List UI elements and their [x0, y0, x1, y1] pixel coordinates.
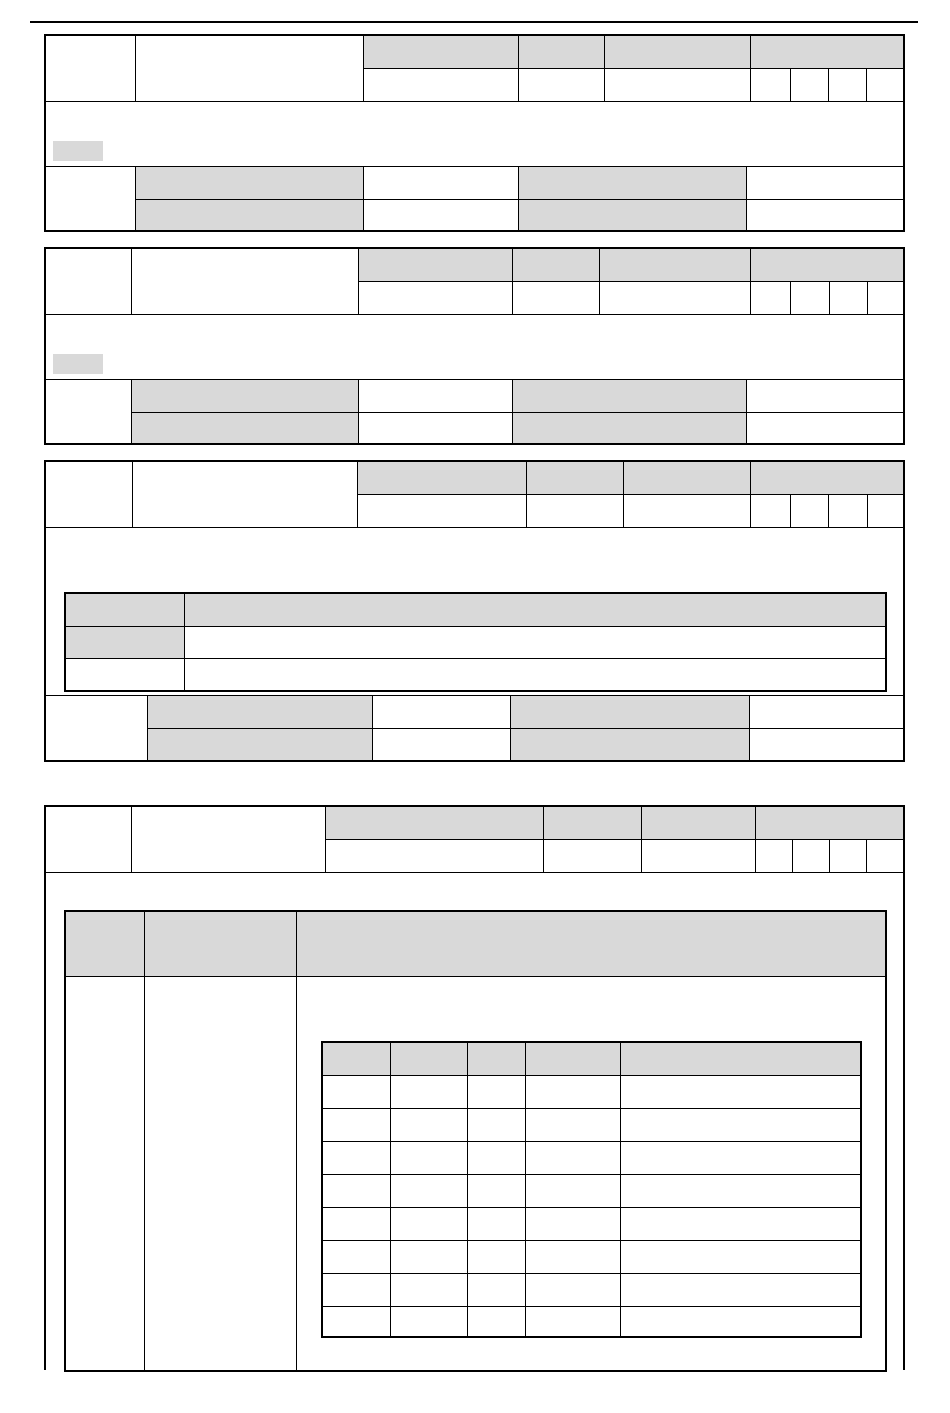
grid-cell	[391, 1307, 468, 1337]
header-label-cell	[751, 249, 903, 282]
grid-cell	[323, 1109, 391, 1142]
flag-cell	[867, 840, 903, 873]
flag-cell	[868, 282, 903, 315]
header-label-cell	[527, 462, 624, 495]
param-name-cell	[132, 807, 326, 873]
grid-cell	[621, 1307, 860, 1337]
header-label-cell	[751, 36, 903, 69]
grid-cell	[391, 1241, 468, 1274]
flag-cell	[751, 495, 791, 528]
option-desc-cell	[185, 659, 885, 690]
param-name-cell	[136, 36, 364, 102]
grid-cell	[621, 1109, 860, 1142]
header-label-cell	[756, 807, 903, 840]
header-value-cell	[544, 840, 642, 873]
flag-cell	[829, 495, 868, 528]
header-value-cell	[600, 282, 751, 315]
header-value-cell	[642, 840, 756, 873]
grid-cell	[621, 1175, 860, 1208]
header-label-cell	[326, 807, 544, 840]
header-label-cell	[519, 36, 605, 69]
grid-cell	[526, 1241, 621, 1274]
grid-cell	[391, 1208, 468, 1241]
footer-key-cell	[148, 729, 373, 760]
grid-cell	[526, 1307, 621, 1337]
footer-value-cell	[747, 200, 903, 230]
footer-value-cell	[364, 200, 519, 230]
footer-label-cell	[46, 380, 132, 443]
option-table-header	[185, 594, 885, 627]
flag-cell	[830, 840, 867, 873]
header-label-cell	[624, 462, 751, 495]
header-value-cell	[358, 495, 527, 528]
grid-cell	[323, 1241, 391, 1274]
footer-value-cell	[750, 729, 903, 760]
footer-value-cell	[373, 729, 511, 760]
header-label-cell	[605, 36, 751, 69]
grid-header-cell	[621, 1043, 860, 1076]
detail-table-header	[66, 912, 145, 977]
flag-cell	[751, 69, 791, 102]
option-desc-cell	[185, 627, 885, 659]
grid-cell	[468, 1109, 526, 1142]
description-area	[46, 528, 903, 696]
grid-cell	[621, 1142, 860, 1175]
highlight-tag	[53, 354, 103, 374]
flag-cell	[791, 69, 829, 102]
parameter-block-3	[44, 460, 905, 762]
footer-key-cell	[513, 413, 747, 443]
grid-cell	[391, 1076, 468, 1109]
grid-cell	[526, 1274, 621, 1307]
grid-cell	[323, 1274, 391, 1307]
footer-key-cell	[136, 167, 364, 200]
detail-table	[64, 910, 887, 1372]
grid-header-cell	[323, 1043, 391, 1076]
parameter-block-4	[44, 805, 905, 1370]
grid-cell	[391, 1274, 468, 1307]
grid-cell	[468, 1274, 526, 1307]
header-label-cell	[513, 249, 600, 282]
grid-cell	[323, 1208, 391, 1241]
page-top-rule	[30, 21, 918, 23]
grid-header-cell	[468, 1043, 526, 1076]
grid-cell	[526, 1208, 621, 1241]
grid-cell	[391, 1142, 468, 1175]
footer-label-cell	[46, 167, 136, 230]
grid-cell	[323, 1307, 391, 1337]
header-value-cell	[359, 282, 513, 315]
footer-value-cell	[750, 696, 903, 729]
footer-label-cell	[46, 696, 148, 760]
detail-table-cell	[145, 977, 297, 1370]
grid-cell	[468, 1076, 526, 1109]
grid-cell	[323, 1142, 391, 1175]
flag-cell	[751, 282, 791, 315]
grid-cell	[621, 1274, 860, 1307]
grid-cell	[468, 1307, 526, 1337]
nested-grid-table	[321, 1041, 862, 1338]
header-value-cell	[519, 69, 605, 102]
footer-value-cell	[359, 380, 513, 413]
grid-cell	[391, 1175, 468, 1208]
highlight-tag	[53, 141, 103, 161]
footer-value-cell	[359, 413, 513, 443]
grid-cell	[526, 1076, 621, 1109]
detail-table-cell	[66, 977, 145, 1370]
flag-cell	[830, 282, 868, 315]
header-value-cell	[605, 69, 751, 102]
option-value-cell	[66, 659, 185, 690]
header-value-cell	[326, 840, 544, 873]
header-label-cell	[544, 807, 642, 840]
footer-key-cell	[148, 696, 373, 729]
footer-value-cell	[747, 413, 903, 443]
grid-cell	[526, 1175, 621, 1208]
option-value-cell	[66, 627, 185, 659]
footer-value-cell	[373, 696, 511, 729]
grid-header-cell	[526, 1043, 621, 1076]
grid-cell	[621, 1241, 860, 1274]
grid-cell	[526, 1109, 621, 1142]
footer-key-cell	[132, 413, 359, 443]
footer-key-cell	[519, 200, 747, 230]
param-id-cell	[46, 249, 132, 315]
param-name-cell	[132, 249, 359, 315]
header-value-cell	[513, 282, 600, 315]
grid-cell	[621, 1076, 860, 1109]
header-label-cell	[642, 807, 756, 840]
description-area	[46, 102, 903, 167]
footer-key-cell	[519, 167, 747, 200]
parameter-block-2	[44, 247, 905, 445]
grid-cell	[468, 1142, 526, 1175]
grid-cell	[323, 1175, 391, 1208]
option-table	[64, 592, 887, 692]
flag-cell	[868, 495, 903, 528]
footer-key-cell	[511, 729, 750, 760]
grid-cell	[468, 1208, 526, 1241]
header-label-cell	[751, 462, 903, 495]
grid-cell	[323, 1076, 391, 1109]
flag-cell	[756, 840, 793, 873]
description-area	[46, 315, 903, 380]
grid-cell	[621, 1208, 860, 1241]
flag-cell	[867, 69, 903, 102]
header-value-cell	[527, 495, 624, 528]
param-name-cell	[133, 462, 358, 528]
footer-value-cell	[747, 167, 903, 200]
flag-cell	[793, 840, 830, 873]
param-id-cell	[46, 36, 136, 102]
footer-value-cell	[364, 167, 519, 200]
param-id-cell	[46, 807, 132, 873]
flag-cell	[829, 69, 867, 102]
header-label-cell	[600, 249, 751, 282]
grid-header-cell	[391, 1043, 468, 1076]
footer-key-cell	[513, 380, 747, 413]
footer-key-cell	[511, 696, 750, 729]
grid-cell	[391, 1109, 468, 1142]
footer-key-cell	[132, 380, 359, 413]
footer-value-cell	[747, 380, 903, 413]
grid-cell	[468, 1175, 526, 1208]
flag-cell	[791, 282, 830, 315]
grid-cell	[468, 1241, 526, 1274]
header-value-cell	[364, 69, 519, 102]
footer-key-cell	[136, 200, 364, 230]
parameter-block-1	[44, 34, 905, 232]
grid-cell	[526, 1142, 621, 1175]
param-id-cell	[46, 462, 133, 528]
header-label-cell	[364, 36, 519, 69]
header-value-cell	[624, 495, 751, 528]
option-table-header	[66, 594, 185, 627]
detail-table-header	[145, 912, 297, 977]
flag-cell	[791, 495, 829, 528]
detail-table-header	[297, 912, 885, 977]
header-label-cell	[359, 249, 513, 282]
header-label-cell	[358, 462, 527, 495]
detail-table-cell	[297, 977, 885, 1370]
